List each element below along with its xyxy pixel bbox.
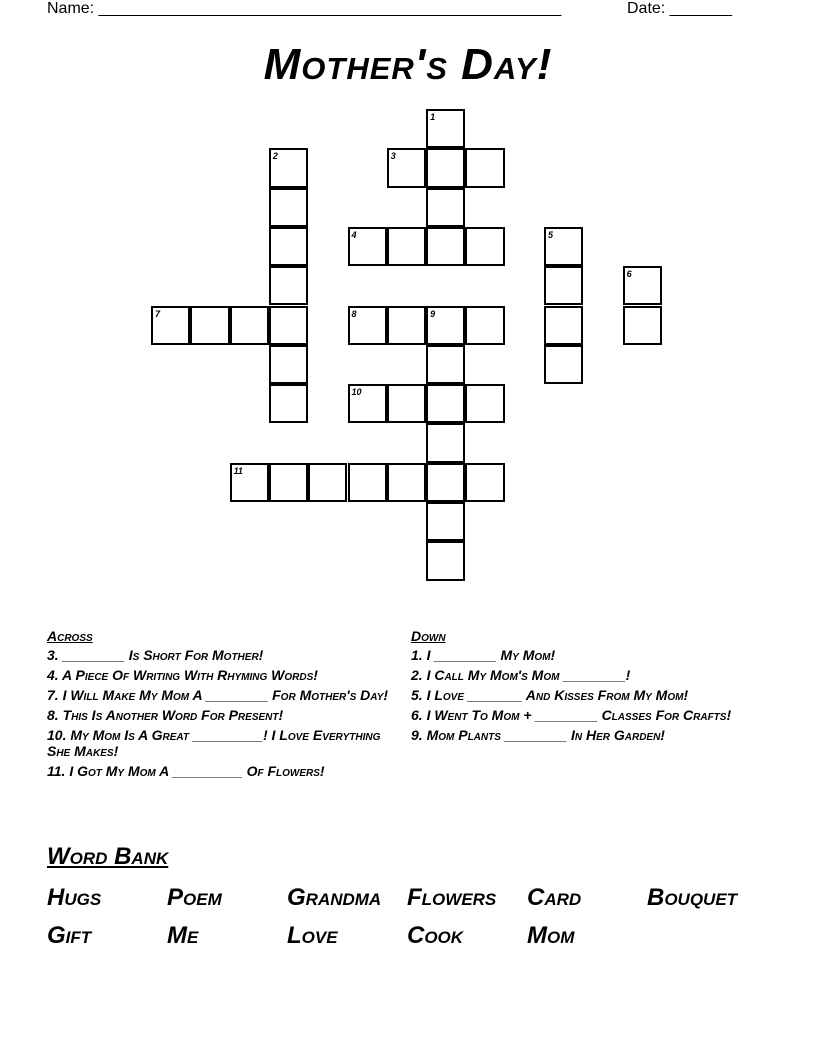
word-bank-word: Gift (47, 922, 92, 949)
crossword-cell[interactable] (426, 227, 465, 266)
clue-number: 11 (233, 465, 243, 476)
crossword-cell[interactable] (426, 109, 465, 148)
clue-across-7: 7. I Will Make My Mom A ________ For Mother's Day! (47, 687, 389, 703)
crossword-cell[interactable] (465, 227, 504, 266)
crossword-cell[interactable] (387, 148, 426, 187)
crossword-cell[interactable] (387, 306, 426, 345)
crossword-cell[interactable] (269, 306, 308, 345)
crossword-cell[interactable] (387, 384, 426, 423)
across-heading: Across (47, 628, 93, 644)
crossword-cell[interactable] (544, 266, 583, 305)
crossword-cell[interactable] (426, 306, 465, 345)
clue-number: 4 (351, 229, 357, 240)
word-bank-word: Bouquet (647, 884, 738, 911)
clue-number: 10 (351, 387, 362, 398)
crossword-cell[interactable] (387, 227, 426, 266)
clue-across-10: 10. My Mom Is A Great _________! I Love Everything She Makes! (47, 727, 381, 759)
crossword-cell[interactable] (544, 345, 583, 384)
crossword-cell[interactable] (269, 188, 308, 227)
crossword-cell[interactable] (230, 306, 269, 345)
clue-number: 5 (548, 229, 554, 240)
word-bank-word: Grandma (287, 884, 382, 911)
clue-down-2: 2. I Call My Mom's Mom ________! (411, 667, 631, 683)
clue-number: 8 (351, 308, 357, 319)
crossword-cell[interactable] (269, 227, 308, 266)
word-bank-word: Me (167, 922, 199, 949)
crossword-cell[interactable] (426, 502, 465, 541)
crossword-cell[interactable] (269, 148, 308, 187)
crossword-cell[interactable] (426, 423, 465, 462)
clue-number: 6 (626, 269, 632, 280)
crossword-cell[interactable] (348, 306, 387, 345)
crossword-cell[interactable] (426, 384, 465, 423)
crossword-cell[interactable] (623, 306, 662, 345)
word-bank-word: Poem (167, 884, 222, 911)
crossword-cell[interactable] (348, 227, 387, 266)
clue-across-3: 3. ________ Is Short For Mother! (47, 647, 264, 663)
word-bank-word: Love (287, 922, 338, 949)
crossword-cell[interactable] (426, 541, 465, 580)
clue-number: 2 (272, 151, 278, 162)
crossword-cell[interactable] (623, 266, 662, 305)
crossword-cell[interactable] (230, 463, 269, 502)
name-field: Name: ____________________________________________________ (47, 0, 562, 17)
crossword-cell[interactable] (269, 345, 308, 384)
clue-across-8: 8. This Is Another Word For Present! (47, 707, 284, 723)
crossword-cell[interactable] (269, 463, 308, 502)
page-title: Mother's Day! (263, 40, 553, 89)
crossword-cell[interactable] (308, 463, 347, 502)
clue-across-4: 4. A Piece Of Writing With Rhyming Words! (47, 667, 318, 683)
crossword-cell[interactable] (190, 306, 229, 345)
crossword-cell[interactable] (387, 463, 426, 502)
crossword-cell[interactable] (544, 227, 583, 266)
clue-number: 3 (390, 151, 396, 162)
clue-number: 7 (155, 308, 161, 319)
word-bank-word: Hugs (47, 884, 102, 911)
word-bank-word: Card (527, 884, 582, 911)
clue-across-11: 11. I Got My Mom A _________ Of Flowers! (47, 763, 325, 779)
clue-number: 1 (430, 112, 436, 122)
crossword-cell[interactable] (465, 384, 504, 423)
word-bank-word: Mom (527, 922, 575, 949)
clue-down-5: 5. I Love _______ And Kisses From My Mom! (411, 687, 689, 703)
crossword-cell[interactable] (426, 463, 465, 502)
clue-down-6: 6. I Went To Mom + ________ Classes For Crafts! (411, 707, 732, 723)
clue-down-9: 9. Mom Plants ________ In Her Garden! (411, 727, 665, 743)
clue-down-1: 1. I ________ My Mom! (411, 647, 556, 663)
crossword-cell[interactable] (426, 148, 465, 187)
word-bank-word: Flowers (407, 884, 497, 911)
crossword-cell[interactable] (269, 384, 308, 423)
crossword-cell[interactable] (269, 266, 308, 305)
down-heading: Down (411, 628, 446, 644)
word-bank-title: Word Bank (47, 843, 169, 870)
crossword-cell[interactable] (426, 345, 465, 384)
crossword-cell[interactable] (426, 188, 465, 227)
clue-number: 9 (430, 308, 436, 319)
crossword-cell[interactable] (151, 306, 190, 345)
crossword-cell[interactable] (465, 463, 504, 502)
crossword-cell[interactable] (465, 148, 504, 187)
crossword-cell[interactable] (544, 306, 583, 345)
crossword-cell[interactable] (465, 306, 504, 345)
down-clues (411, 628, 761, 747)
date-field: Date: _______ (627, 0, 732, 17)
across-clues (47, 628, 397, 783)
word-bank-word: Cook (407, 922, 464, 949)
crossword-cell[interactable] (348, 384, 387, 423)
crossword-cell[interactable] (348, 463, 387, 502)
